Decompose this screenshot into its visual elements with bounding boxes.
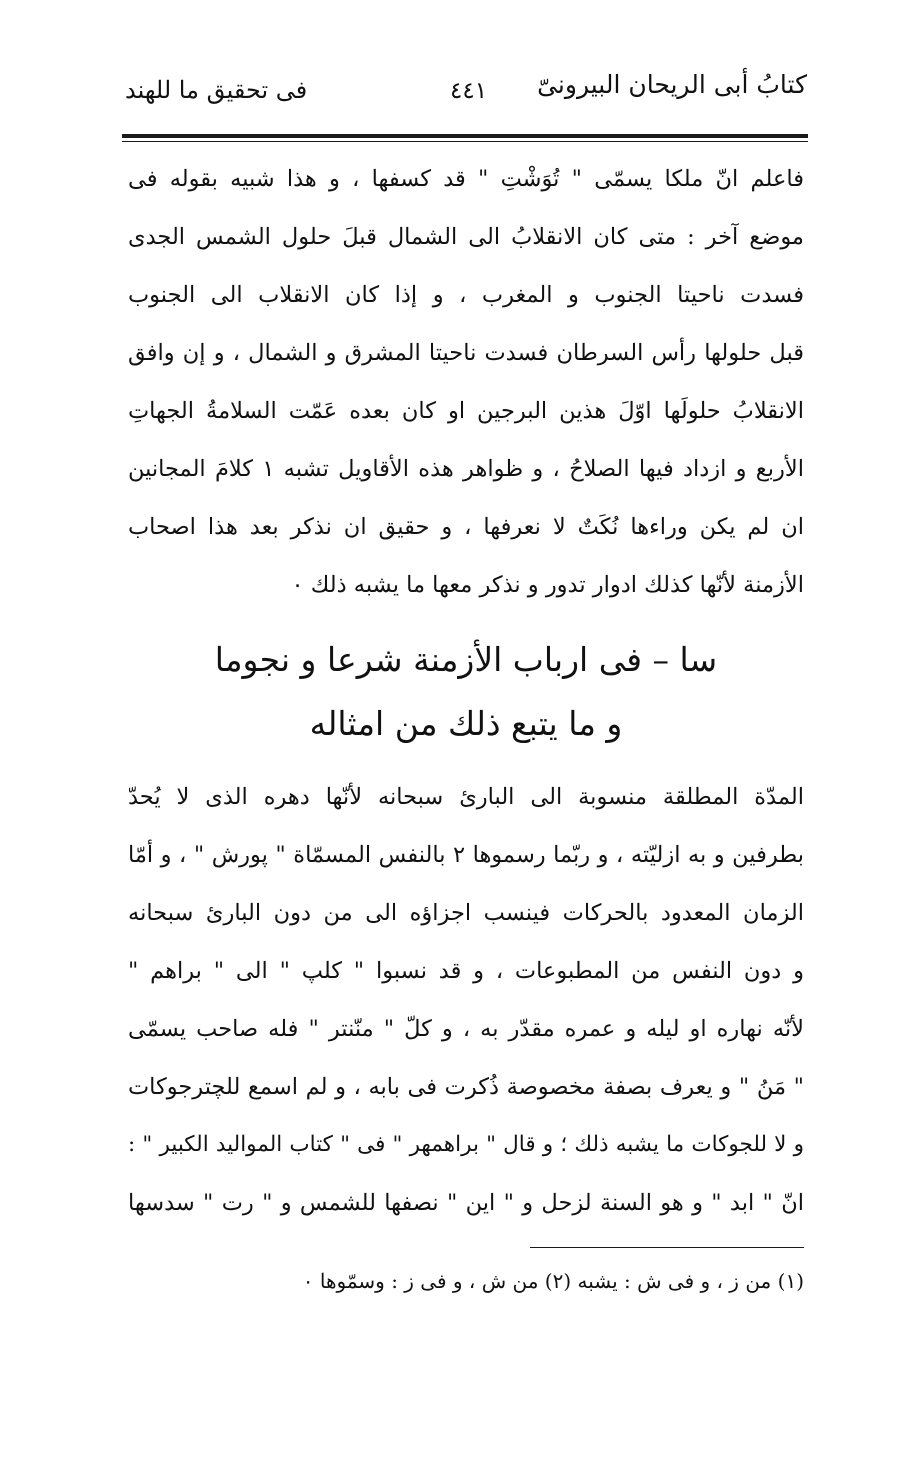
text-line: موضع آخر : متى كان الانقلابُ الى الشمال قبلَ حلول الشمس الجدى (128, 224, 804, 250)
text-line: لأنّه نهاره او ليله و عمره مقدّر به ، و كلّ " منّنتر " فله صاحب يسمّى (128, 1016, 804, 1042)
text-line: انّ " ابد " و هو السنة لزحل و " اين " نصفها للشمس و " رت " سدسها (128, 1190, 804, 1216)
footnote-rule (530, 1247, 804, 1248)
section-heading-line-1: سا – فى ارباب الأزمنة شرعا و نجوما (214, 640, 718, 679)
text-line: الانقلابُ حلولَها اوّلَ هذين البرجين او كان بعده عَمّت السلامةُ الجهاتِ (128, 398, 804, 424)
page-number: ٤٤١ (450, 78, 488, 104)
text-line: بطرفين و به ازليّته ، و ربّما رسموها ٢ بالنفس المسمّاة " پورش " ، و أمّا (128, 842, 804, 868)
section-heading (128, 628, 804, 756)
header-rule-thick (122, 134, 808, 138)
text-line: و لا للجوكات ما يشبه ذلك ؛ و قال " براهمهر " فى " كتاب المواليد الكبير " : (128, 1132, 804, 1157)
text-line: فاعلم انّ ملكا يسمّى " تُوَشْتِ " قد كسفها ، و هذا شبيه بقوله فى (128, 166, 804, 192)
text-line: فسدت ناحيتا الجنوب و المغرب ، و إذا كان الانقلاب الى الجنوب (128, 282, 804, 308)
book-title: كتابُ أبى الريحان البيرونىّ (537, 70, 807, 99)
text-line: و دون النفس من المطبوعات ، و قد نسبوا " كلپ " الى " براهم " (128, 958, 804, 984)
section-heading-line-2: و ما يتبع ذلك من امثاله (309, 704, 623, 743)
paragraph-2 (128, 768, 804, 1232)
footnote: (١) من ز ، و فى ش : يشبه (٢) من ش ، و فى ز : وسمّوها ٠ (302, 1269, 804, 1293)
text-line: الزمان المعدود بالحركات فينسب اجزاؤه الى من دون البارئ سبحانه (128, 900, 804, 926)
text-line: المدّة المطلقة منسوبة الى البارئ سبحانه لأنّها دهره الذى لا يُحدّ (128, 784, 804, 810)
header-rule-thin (122, 141, 808, 142)
paragraph-1 (128, 150, 804, 614)
text-line: ان لم يكن وراءها نُكَتٌ لا نعرفها ، و حقيق ان نذكر بعد هذا اصحاب (128, 514, 804, 540)
running-header (125, 62, 807, 134)
text-line: الأزمنة لأنّها كذلك ادوار تدور و نذكر معها ما يشبه ذلك ٠ (291, 572, 804, 598)
text-line: قبل حلولها رأس السرطان فسدت ناحيتا المشرق و الشمال ، و إن وافق (128, 340, 804, 366)
text-line: " مَنُ " و يعرف بصفة مخصوصة ذُكرت فى بابه ، و لم اسمع للچترجوكات (128, 1074, 804, 1100)
subject-title: فى تحقيق ما للهند (125, 76, 308, 104)
text-line: الأربع و ازداد فيها الصلاحُ ، و ظواهر هذه الأقاويل تشبه ١ كلامَ المجانين (128, 456, 804, 482)
